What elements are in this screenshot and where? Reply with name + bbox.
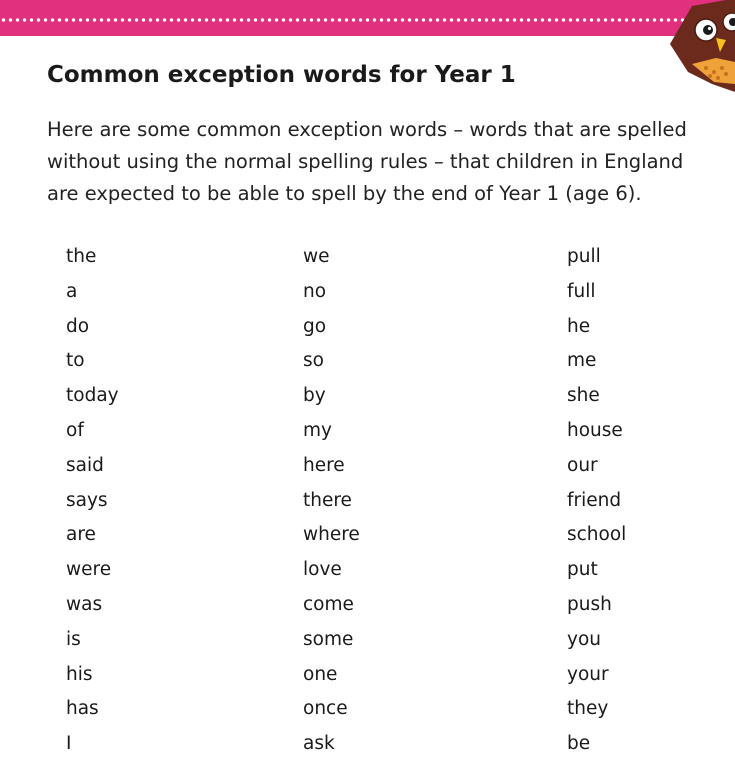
header-banner	[0, 0, 735, 36]
word-item: of	[66, 419, 84, 441]
dotted-line-decoration	[0, 18, 700, 22]
word-item: you	[567, 628, 601, 650]
word-item: they	[567, 698, 609, 720]
word-item: said	[66, 454, 104, 476]
word-item: love	[303, 559, 342, 581]
word-item: by	[303, 385, 326, 407]
word-item: put	[567, 559, 598, 581]
word-item: are	[66, 524, 96, 546]
word-item: I	[66, 733, 72, 755]
page-title: Common exception words for Year 1	[47, 62, 516, 88]
intro-line: without using the normal spelling rules – that children in England	[47, 150, 684, 173]
word-item: has	[66, 698, 99, 720]
word-item: was	[66, 593, 103, 615]
word-column-2	[303, 240, 360, 762]
word-item: come	[303, 593, 354, 615]
word-item: a	[66, 280, 78, 302]
word-item: the	[66, 246, 97, 267]
word-item: no	[303, 280, 327, 302]
word-item: me	[567, 350, 597, 372]
word-item: pull	[567, 246, 601, 267]
word-item: to	[66, 350, 85, 372]
word-item: ask	[303, 733, 335, 755]
word-column-3	[567, 240, 626, 762]
word-item: be	[567, 733, 591, 755]
intro-paragraph	[47, 114, 727, 210]
word-item: house	[567, 419, 623, 441]
word-item: were	[66, 559, 112, 581]
word-item: today	[66, 385, 119, 407]
word-item: where	[303, 524, 360, 546]
word-item: here	[303, 454, 345, 476]
intro-line: Here are some common exception words – words that are spelled	[47, 118, 687, 141]
owl-icon	[662, 0, 735, 92]
word-item: she	[567, 385, 600, 407]
word-item: school	[567, 524, 627, 546]
word-column-1	[66, 240, 119, 762]
word-item: is	[66, 628, 81, 650]
word-item: full	[567, 280, 596, 302]
word-item: there	[303, 489, 352, 511]
word-item: we	[303, 246, 330, 267]
word-item: some	[303, 628, 354, 650]
word-item: your	[567, 663, 609, 685]
intro-line: are expected to be able to spell by the end of Year 1 (age 6).	[47, 182, 642, 205]
word-item: once	[303, 698, 348, 720]
word-item: one	[303, 663, 338, 685]
word-item: push	[567, 593, 612, 615]
word-item: says	[66, 489, 108, 511]
word-item: do	[66, 315, 90, 337]
word-item: his	[66, 663, 93, 685]
word-item: my	[303, 419, 332, 441]
word-item: go	[303, 315, 327, 337]
word-item: so	[303, 350, 324, 372]
word-item: our	[567, 454, 598, 476]
word-item: he	[567, 315, 591, 337]
word-item: friend	[567, 489, 622, 511]
